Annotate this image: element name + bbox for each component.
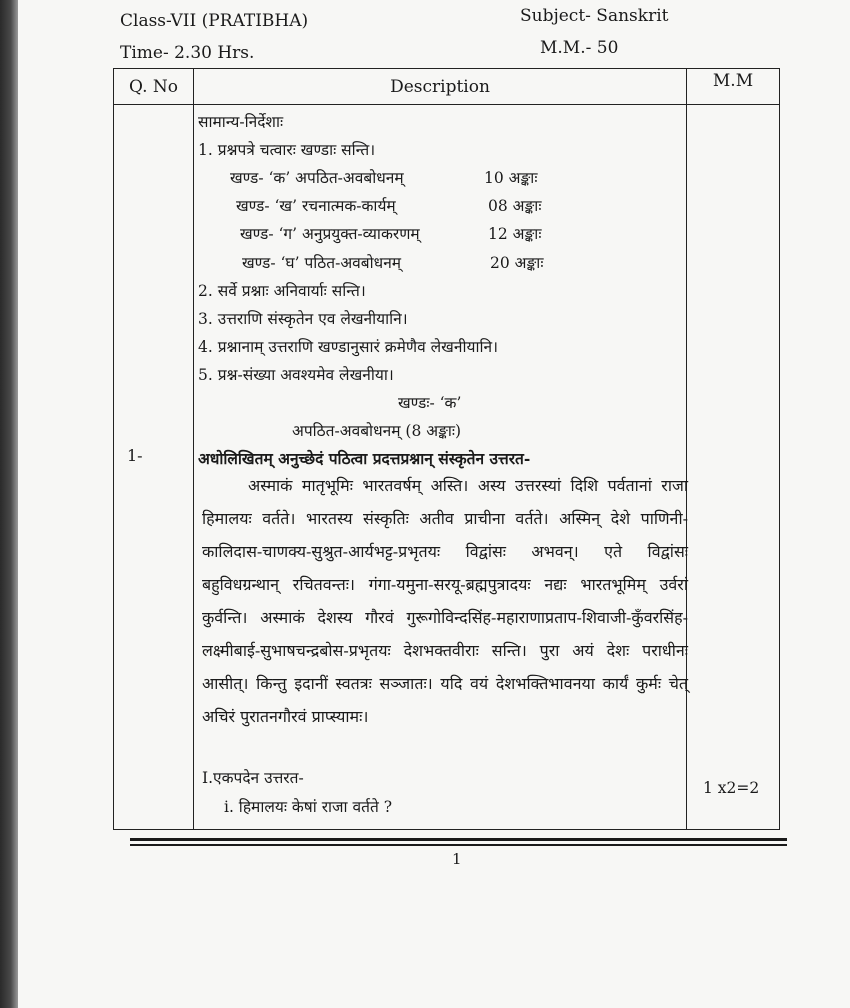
question-marks: 1 x2=2	[703, 779, 760, 797]
instruction-5: 5. प्रश्न-संख्या अवश्यमेव लेखनीया।	[198, 366, 394, 384]
description-header: Description	[194, 69, 687, 105]
class-label: Class-VII (PRATIBHA)	[120, 11, 309, 31]
instruction-4: 4. प्रश्नानाम् उत्तराणि खण्डानुसारं क्रमेणैव लेखनीयानि।	[198, 338, 498, 356]
table-body-row	[114, 105, 780, 830]
subject-label: Subject- Sanskrit	[520, 6, 669, 26]
instructions-heading: सामान्य-निर्देशाः	[198, 113, 284, 131]
footer-rule-thick	[130, 838, 787, 841]
qno-cell	[114, 105, 194, 830]
reading-passage: अस्माकं मातृभूमिः भारतवर्षम् अस्ति। अस्य उत्तरस्यां दिशि पर्वतानां राजा हिमालयः वर्तते। भारतस्य संस्कृतिः अतीव प्राचीना वर्तते। अस्मिन् देशे पाणिनी-कालिदास-चाणक्य-सुश्रुत-आर्यभट्ट-प्रभृतयः विद्वांसः अभवन्। एते विद्वांसः बहुविधग्रन्थान् रचितवन्तः। गंगा-यमुना-सरयू-ब्रह्मपुत्रादयः नद्यः भारतभूमिम् उर्वरां कुर्वन्ति। अस्माकं देशस्य गौरवं गुरूगोविन्दसिंह-महाराणाप्रताप-शिवाजी-कुँवरसिंह-लक्ष्मीबाई-सुभाषचन्द्रबोस-प्रभृतयः देशभक्तवीराः सन्ति। पुरा अयं देशः पराधीनः आसीत्। किन्तु इदानीं स्वतत्रः सञ्जातः। यदि वयं देशभक्तिभावनया कार्यं कुर्मः चेत् अचिरं पुरातनगौरवं प्राप्स्यामः।	[202, 476, 688, 726]
section-ka-name: खण्ड- ‘क’ अपठित-अवबोधनम्	[230, 169, 404, 187]
section-gha-name: खण्ड- ‘घ’ पठित-अवबोधनम्	[242, 254, 402, 272]
scan-edge	[0, 0, 18, 1008]
marks-label: M.M.- 50	[540, 38, 619, 58]
mm-header: M.M	[687, 69, 780, 105]
section-ga-name: खण्ड- ‘ग’ अनुप्रयुक्त-व्याकरणम्	[240, 225, 420, 243]
sub-question-1: i. हिमालयः केषां राजा वर्तते ?	[224, 798, 393, 816]
section-ga-marks: 12 अङ्काः	[488, 225, 542, 243]
instruction-3: 3. उत्तराणि संस्कृतेन एव लेखनीयानि।	[198, 310, 408, 328]
section-kha-marks: 08 अङ्काः	[488, 197, 542, 215]
section-gha-marks: 20 अङ्काः	[490, 254, 544, 272]
description-cell	[194, 105, 687, 830]
section-ka-marks: 10 अङ्काः	[484, 169, 538, 187]
page-number: 1	[452, 850, 462, 868]
question-table	[113, 68, 780, 830]
section-kha-name: खण्ड- ‘ख’ रचनात्मक-कार्यम्	[236, 197, 396, 215]
marks-cell	[687, 105, 780, 830]
section-ka-subtitle: अपठित-अवबोधनम् (8 अङ्काः)	[292, 422, 462, 440]
instruction-2: 2. सर्वे प्रश्नाः अनिवार्याः सन्ति।	[198, 282, 366, 300]
qno-header: Q. No	[114, 69, 194, 105]
time-label: Time- 2.30 Hrs.	[120, 43, 255, 63]
question-prompt: अधोलिखितम् अनुच्छेदं पठित्वा प्रदत्तप्रश्नान् संस्कृतेन उत्तरत-	[198, 449, 531, 468]
instruction-1: 1. प्रश्नपत्रे चत्वारः खण्डाः सन्ति।	[198, 141, 376, 159]
sub-question-heading: I.एकपदेन उत्तरत-	[202, 769, 304, 787]
section-ka-title: खण्डः- ‘क’	[398, 394, 462, 412]
footer-rule-thin	[130, 844, 787, 846]
question-number: 1-	[127, 446, 143, 465]
table-header-row	[114, 69, 780, 105]
